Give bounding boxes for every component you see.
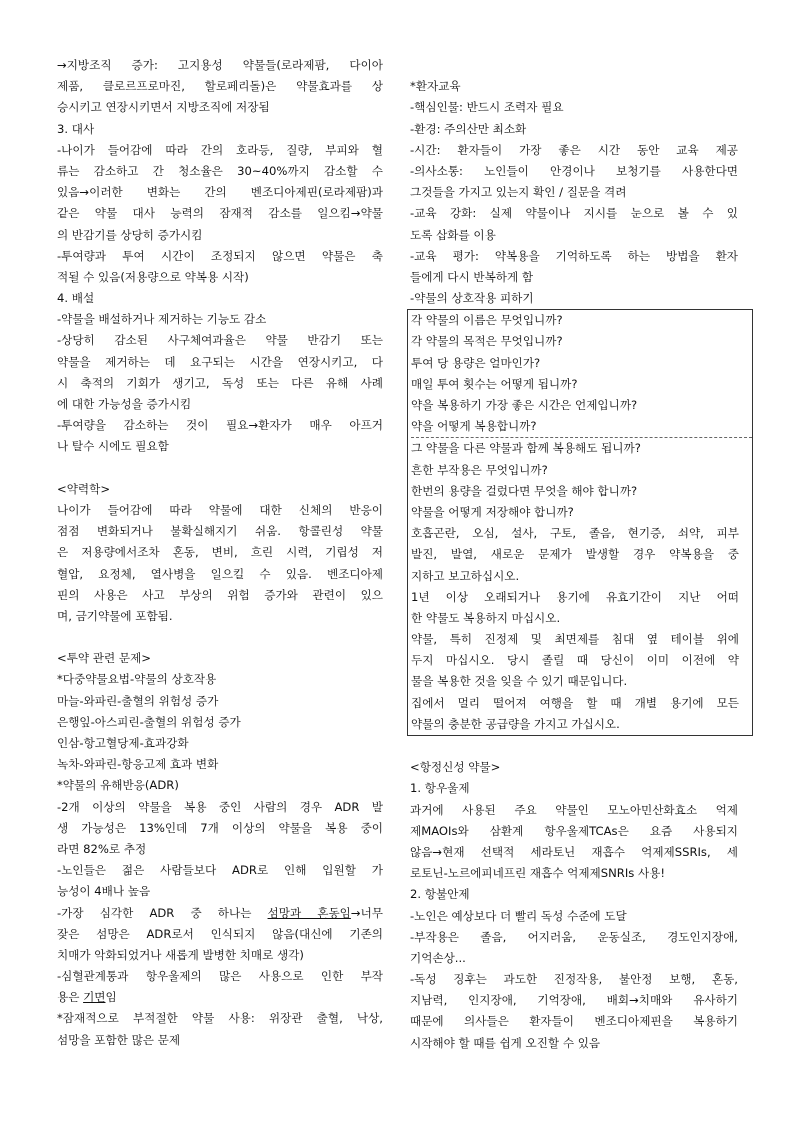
text-line: -투여량과 투여 시간이 조정되지 않으면 약물은 축 [57, 248, 383, 263]
spacer [57, 458, 383, 479]
text-line: -핵심인물: 반드시 조력자 필요 [410, 100, 564, 115]
text-line: 시 축적의 기회가 생기고, 독성 또는 다른 유해 사례 [57, 375, 383, 390]
text-line: 있음→이러한 변화는 간의 벤조디아제핀(로라제팜)과 [57, 185, 383, 200]
text-line: 기억손상... [410, 950, 466, 965]
text-line: -환경: 주의산만 최소화 [410, 121, 527, 136]
text-line: 때문에 의사들은 환자들이 벤조디아제핀을 복용하기 [410, 1014, 738, 1029]
text-line: 능성이 4배나 높음 [57, 884, 151, 899]
text-line: 나이가 들어감에 따라 약물에 대한 신체의 반응이 [57, 502, 383, 517]
text-line: 로토닌-노르에피네프린 재흡수 억제제SNRIs 사용! [410, 866, 666, 881]
section-heading: 3. 대사 [57, 121, 95, 136]
question-line: 약을 복용하기 가장 좋은 시간은 언제입니까? [411, 398, 638, 412]
question-line: 한번의 용량을 걸렀다면 무엇을 해야 합니까? [411, 483, 638, 498]
metabolism-section [57, 119, 383, 289]
text-line: 적될 수 있음(저용량으로 약복용 시작) [57, 269, 249, 284]
pharmacodynamics-section [57, 479, 383, 627]
text-line [57, 903, 383, 924]
right-column [410, 55, 738, 1054]
question-line: 약물을 어떻게 저장해야 합니까? [411, 504, 574, 519]
drug-problems-section [57, 648, 383, 1051]
text-line: -의사소통: 노인들이 안경이나 보청기를 사용한다면 [410, 163, 738, 178]
text-line: 그것들을 가지고 있는지 확인 / 질문을 격려 [410, 185, 627, 200]
question-line: 투여 당 용량은 얼마인가? [411, 355, 541, 370]
question-line: 각 약물의 목적은 무엇입니까? [411, 334, 563, 349]
text-line: 점점 변화되거나 불확실해지기 쉬움. 항콜린성 약물 [57, 524, 383, 539]
medication-questions-box [407, 309, 753, 736]
text-line: *다중약물요법-약물의 상호작용 [57, 672, 217, 687]
text-line: 호흡곤란, 오심, 설사, 구토, 졸음, 현기증, 쇠약, 피부 [411, 526, 739, 541]
questions-top [411, 310, 752, 438]
text-line: -노인은 예상보다 더 빨리 독성 수준에 도달 [410, 908, 627, 923]
text-line: 지하고 보고하십시오. [411, 568, 520, 583]
section-heading: <항정신성 약물> [410, 760, 501, 775]
text-line: 한 약물도 복용하지 마십시오. [411, 610, 561, 625]
text-line: -교육 강화: 실제 약물이나 지시를 눈으로 볼 수 있 [410, 206, 738, 221]
question-line: 매일 투여 횟수는 어떻게 됩니까? [411, 376, 578, 391]
text-span: 용은 [57, 990, 84, 1005]
text-line: 제MAOIs와 삼환계 항우울제TCAs은 요즘 사용되지 [410, 823, 738, 838]
text-line: 마늘-와파린-출혈의 위험성 증가 [57, 693, 219, 708]
patient-education-section [410, 76, 738, 309]
section-heading: 1. 항우울제 [410, 781, 470, 796]
text-line: 은행잎-아스피린-출혈의 위험성 증가 [57, 714, 241, 729]
text-line: 약물의 충분한 공급량을 가지고 가십시오. [411, 716, 620, 731]
text-line: *약물의 유해반응(ADR) [57, 778, 179, 793]
text-line: -교육 평가: 약복용을 기억하도록 하는 방법을 환자 [410, 248, 738, 263]
text-line: 도록 삽화를 이용 [410, 227, 496, 242]
text-line: 약물을 제거하는 데 요구되는 시간을 연장시키고, 다 [57, 354, 383, 369]
question-line: 약을 어떻게 복용합니까? [411, 419, 537, 434]
text-line: 며, 금기약물에 포함됨. [57, 608, 173, 623]
text-line: -나이가 들어감에 따라 간의 호라등, 질량, 부피와 혈 [57, 142, 383, 157]
text-line: -약물을 배설하거나 제거하는 기능도 감소 [57, 312, 267, 327]
text-line: 은 저용량에서조차 혼동, 변비, 흐린 시력, 기립성 저 [57, 545, 383, 560]
text-line: 치매가 악화되었거나 새롭게 발병한 치매로 생각) [57, 947, 304, 962]
text-line: -심혈관계통과 항우울제의 많은 사용으로 인한 부작 [57, 969, 383, 984]
text-line: -약물의 상호작용 피하기 [410, 291, 534, 306]
section-heading: <투약 관련 문제> [57, 651, 151, 666]
text-line: 시작해야 할 때를 쉽게 오진할 수 있음 [410, 1035, 601, 1050]
text-line: -노인들은 젊은 사람들보다 ADR로 인해 입원할 가 [57, 863, 383, 878]
section-heading: 2. 항불안제 [410, 887, 470, 902]
text-line: 않음→현재 선택적 세라토닌 재흡수 억제제SSRIs, 세 [410, 844, 738, 859]
text-line: 류는 감소하고 간 청소율은 30~40%까지 감소할 수 [57, 163, 383, 178]
text-line: 의 반감기를 상당히 증가시킴 [57, 227, 203, 242]
underlined-text: 섬망과 혼동임 [267, 905, 351, 920]
text-line: 제품, 클로르프로마진, 할로페리돌)은 약물효과를 상 [57, 79, 383, 94]
text-line: -독성 징후는 과도한 진정작용, 불안정 보행, 혼동, [410, 972, 738, 987]
spacer [410, 55, 738, 76]
text-line: 라면 82%로 추정 [57, 841, 147, 856]
text-line: -2개 이상의 약물을 복용 중인 사람의 경우 ADR 발 [57, 799, 383, 814]
text-line: 같은 약물 대사 능력의 잠재적 감소를 일으킴→약물 [57, 206, 383, 221]
text-line: 승시키고 연장시키면서 지방조직에 저장됨 [57, 100, 270, 115]
spacer [410, 736, 738, 757]
text-line: 핀의 사용은 사고 부상의 위험 증가와 관련이 있으 [57, 587, 383, 602]
text-line: 녹차-와파린-항응고제 효과 변화 [57, 757, 219, 772]
text-span: -가장 심각한 ADR 중 하나는 [57, 905, 268, 920]
left-column [57, 55, 383, 1051]
text-line: 약물, 특히 진정제 및 최면제를 침대 옆 테이블 위에 [411, 632, 739, 647]
text-line: 나 탈수 시에도 필요함 [57, 439, 169, 454]
text-span: 임 [105, 990, 117, 1005]
text-line: -투여량을 감소하는 것이 필요→환자가 매우 아프거 [57, 418, 383, 433]
psychotropic-section [410, 757, 738, 1054]
text-line: 섬망을 포함한 많은 문제 [57, 1032, 181, 1047]
distribution-section [57, 55, 383, 119]
text-line: →지방조직 증가: 고지용성 약물들(로라제팜, 다이아 [57, 58, 383, 72]
text-line [57, 987, 383, 1008]
text-line: 들에게 다시 반복하게 함 [410, 269, 534, 284]
text-line: 두지 마십시오. 당시 졸릴 때 당신이 이미 이전에 약 [411, 653, 739, 668]
section-heading: <약력학> [57, 481, 111, 496]
text-line: 1년 이상 오래되거나 용기에 유효기간이 지난 어떠 [411, 589, 739, 604]
text-line: *잠재적으로 부적절한 약물 사용: 위장관 출혈, 낙상, [57, 1011, 383, 1026]
underlined-text: 기면 [83, 990, 106, 1005]
question-line: 그 약물을 다른 약물과 함께 복용해도 됩니까? [411, 441, 641, 456]
text-line: 혈압, 요정체, 열사병을 일으킬 수 있음. 벤조디아제 [57, 566, 383, 581]
text-line: 인삼-항고혈당제-효과강화 [57, 736, 189, 750]
text-line: 집에서 멀리 떨어져 여행을 할 때 개별 용기에 모든 [411, 695, 739, 710]
text-line: 에 대한 가능성을 증가시킴 [57, 397, 192, 411]
question-line: 흔한 부작용은 무엇입니까? [411, 462, 548, 477]
section-heading: 4. 배설 [57, 291, 95, 306]
excretion-section [57, 288, 383, 458]
text-line: 발진, 발열, 새로운 문제가 발생할 경우 약복용을 중 [411, 547, 739, 562]
text-line: 잦은 섬망은 ADR로서 인식되지 않음(대신에 기존의 [57, 926, 383, 941]
questions-bottom [411, 438, 752, 735]
text-line: 지남력, 인지장애, 기억장애, 배회→치매와 유사하기 [410, 993, 738, 1008]
text-span: →너무 [350, 905, 383, 920]
text-line: 생 가능성은 13%인데 7개 이상의 약물을 복용 중이 [57, 820, 383, 835]
spacer [57, 627, 383, 648]
section-heading: *환자교육 [410, 79, 461, 94]
question-line: 각 약물의 이름은 무엇입니까? [411, 313, 563, 328]
text-line: -시간: 환자들이 가장 좋은 시간 동안 교육 제공 [410, 142, 738, 157]
text-line: 과거에 사용된 주요 약물인 모노아민산화효소 억제 [410, 802, 738, 817]
text-line: -부작용은 졸음, 어지러움, 운동실조, 경도인지장애, [410, 929, 738, 944]
text-line: 물을 복용한 것을 잊을 수 있기 때문입니다. [411, 674, 628, 689]
text-line: -상당히 감소된 사구체여과율은 약물 반감기 또는 [57, 333, 383, 348]
